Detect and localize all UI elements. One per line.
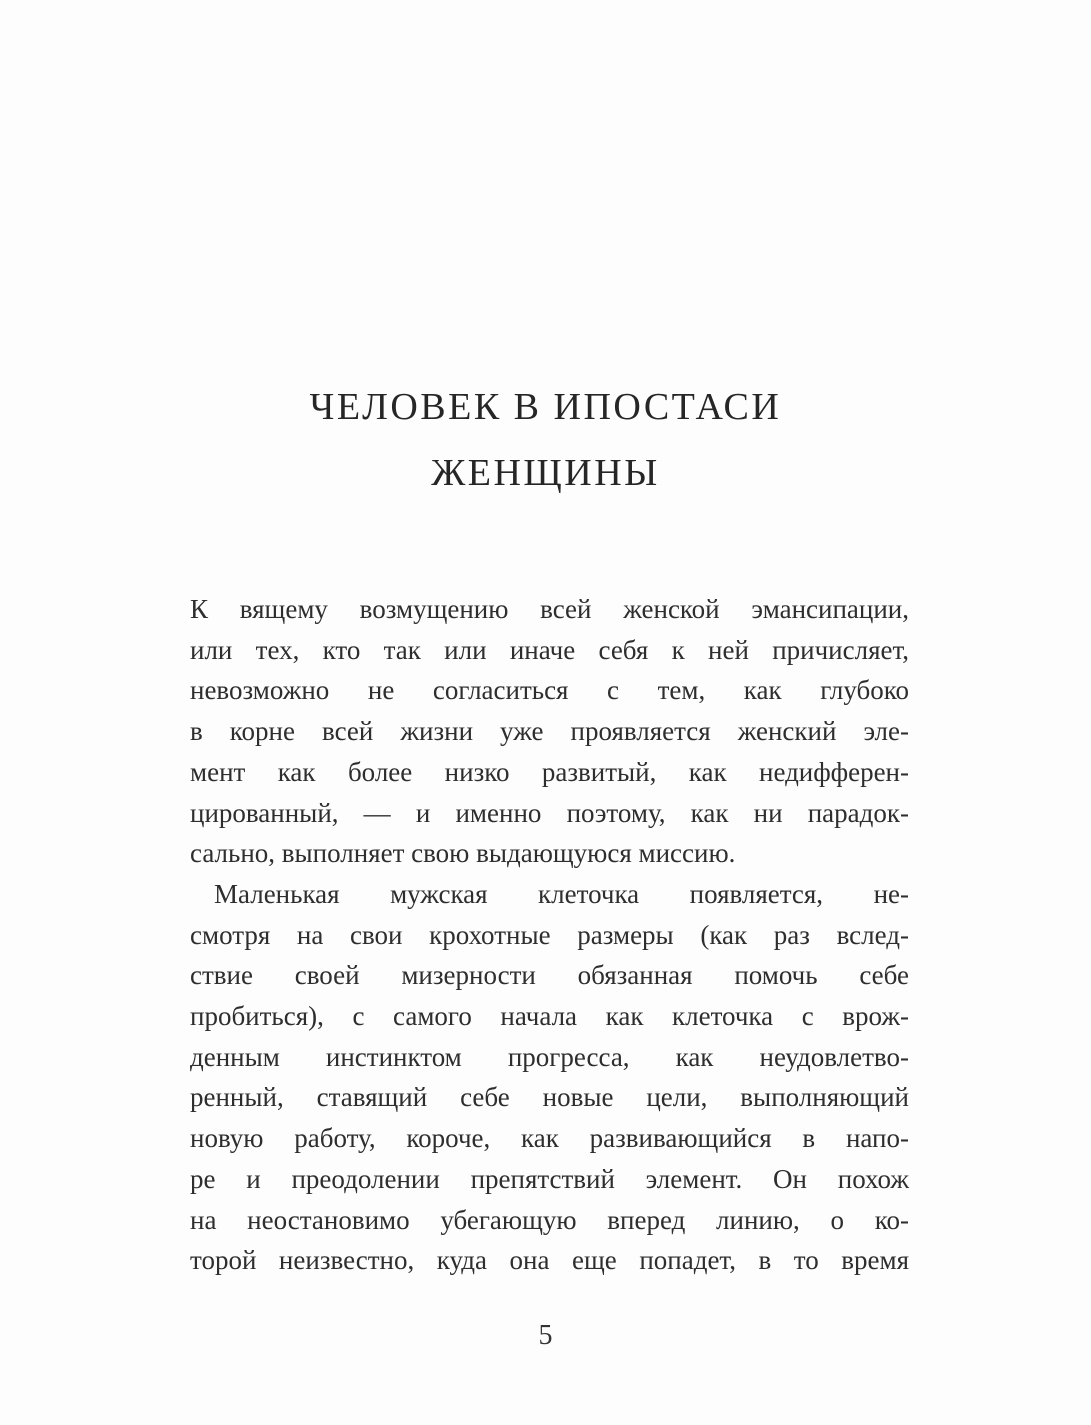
text-line: К вящему возмущению всей женской эмансипации, — [190, 594, 909, 624]
text-line: цированный, — и именно поэтому, как ни парадок- — [190, 797, 909, 828]
text-line: в корне всей жизни уже проявляется женский эле- — [190, 716, 909, 747]
text-line: мент как более низко развитый, как недифферен- — [190, 756, 909, 787]
text-line: сально, выполняет свою выдающуюся миссию. — [190, 838, 736, 869]
page-number: 5 — [538, 1320, 553, 1351]
chapter-title-line-2: ЖЕНЩИНЫ — [431, 452, 660, 494]
body-text — [190, 589, 909, 1281]
text-line: или тех, кто так или иначе себя к ней причисляет, — [190, 634, 909, 665]
chapter-title-line-1: ЧЕЛОВЕК В ИПОСТАСИ — [309, 386, 782, 428]
paragraph-2 — [190, 874, 909, 1281]
text-line: новую работу, короче, как развивающийся в напо- — [190, 1123, 909, 1154]
text-line: невозможно не согласиться с тем, как глубоко — [190, 675, 909, 706]
text-line: ре и преодолении препятствий элемент. Он похож — [190, 1163, 909, 1194]
chapter-title — [0, 374, 1091, 506]
text-line: на неостановимо убегающую вперед линию, о ко- — [190, 1204, 909, 1235]
text-line: пробиться), с самого начала как клеточка с врож- — [190, 1001, 909, 1032]
text-line: ренный, ставящий себе новые цели, выполняющий — [190, 1082, 909, 1113]
text-line: Маленькая мужская клеточка появляется, не- — [214, 878, 909, 909]
text-line: денным инстинктом прогресса, как неудовлетво- — [190, 1041, 909, 1072]
text-line: ствие своей мизерности обязанная помочь себе — [190, 960, 909, 991]
text-line: смотря на свои крохотные размеры (как раз вслед- — [190, 919, 909, 950]
text-line: торой неизвестно, куда она еще попадет, в то время — [190, 1245, 909, 1276]
paragraph-1 — [190, 589, 909, 874]
